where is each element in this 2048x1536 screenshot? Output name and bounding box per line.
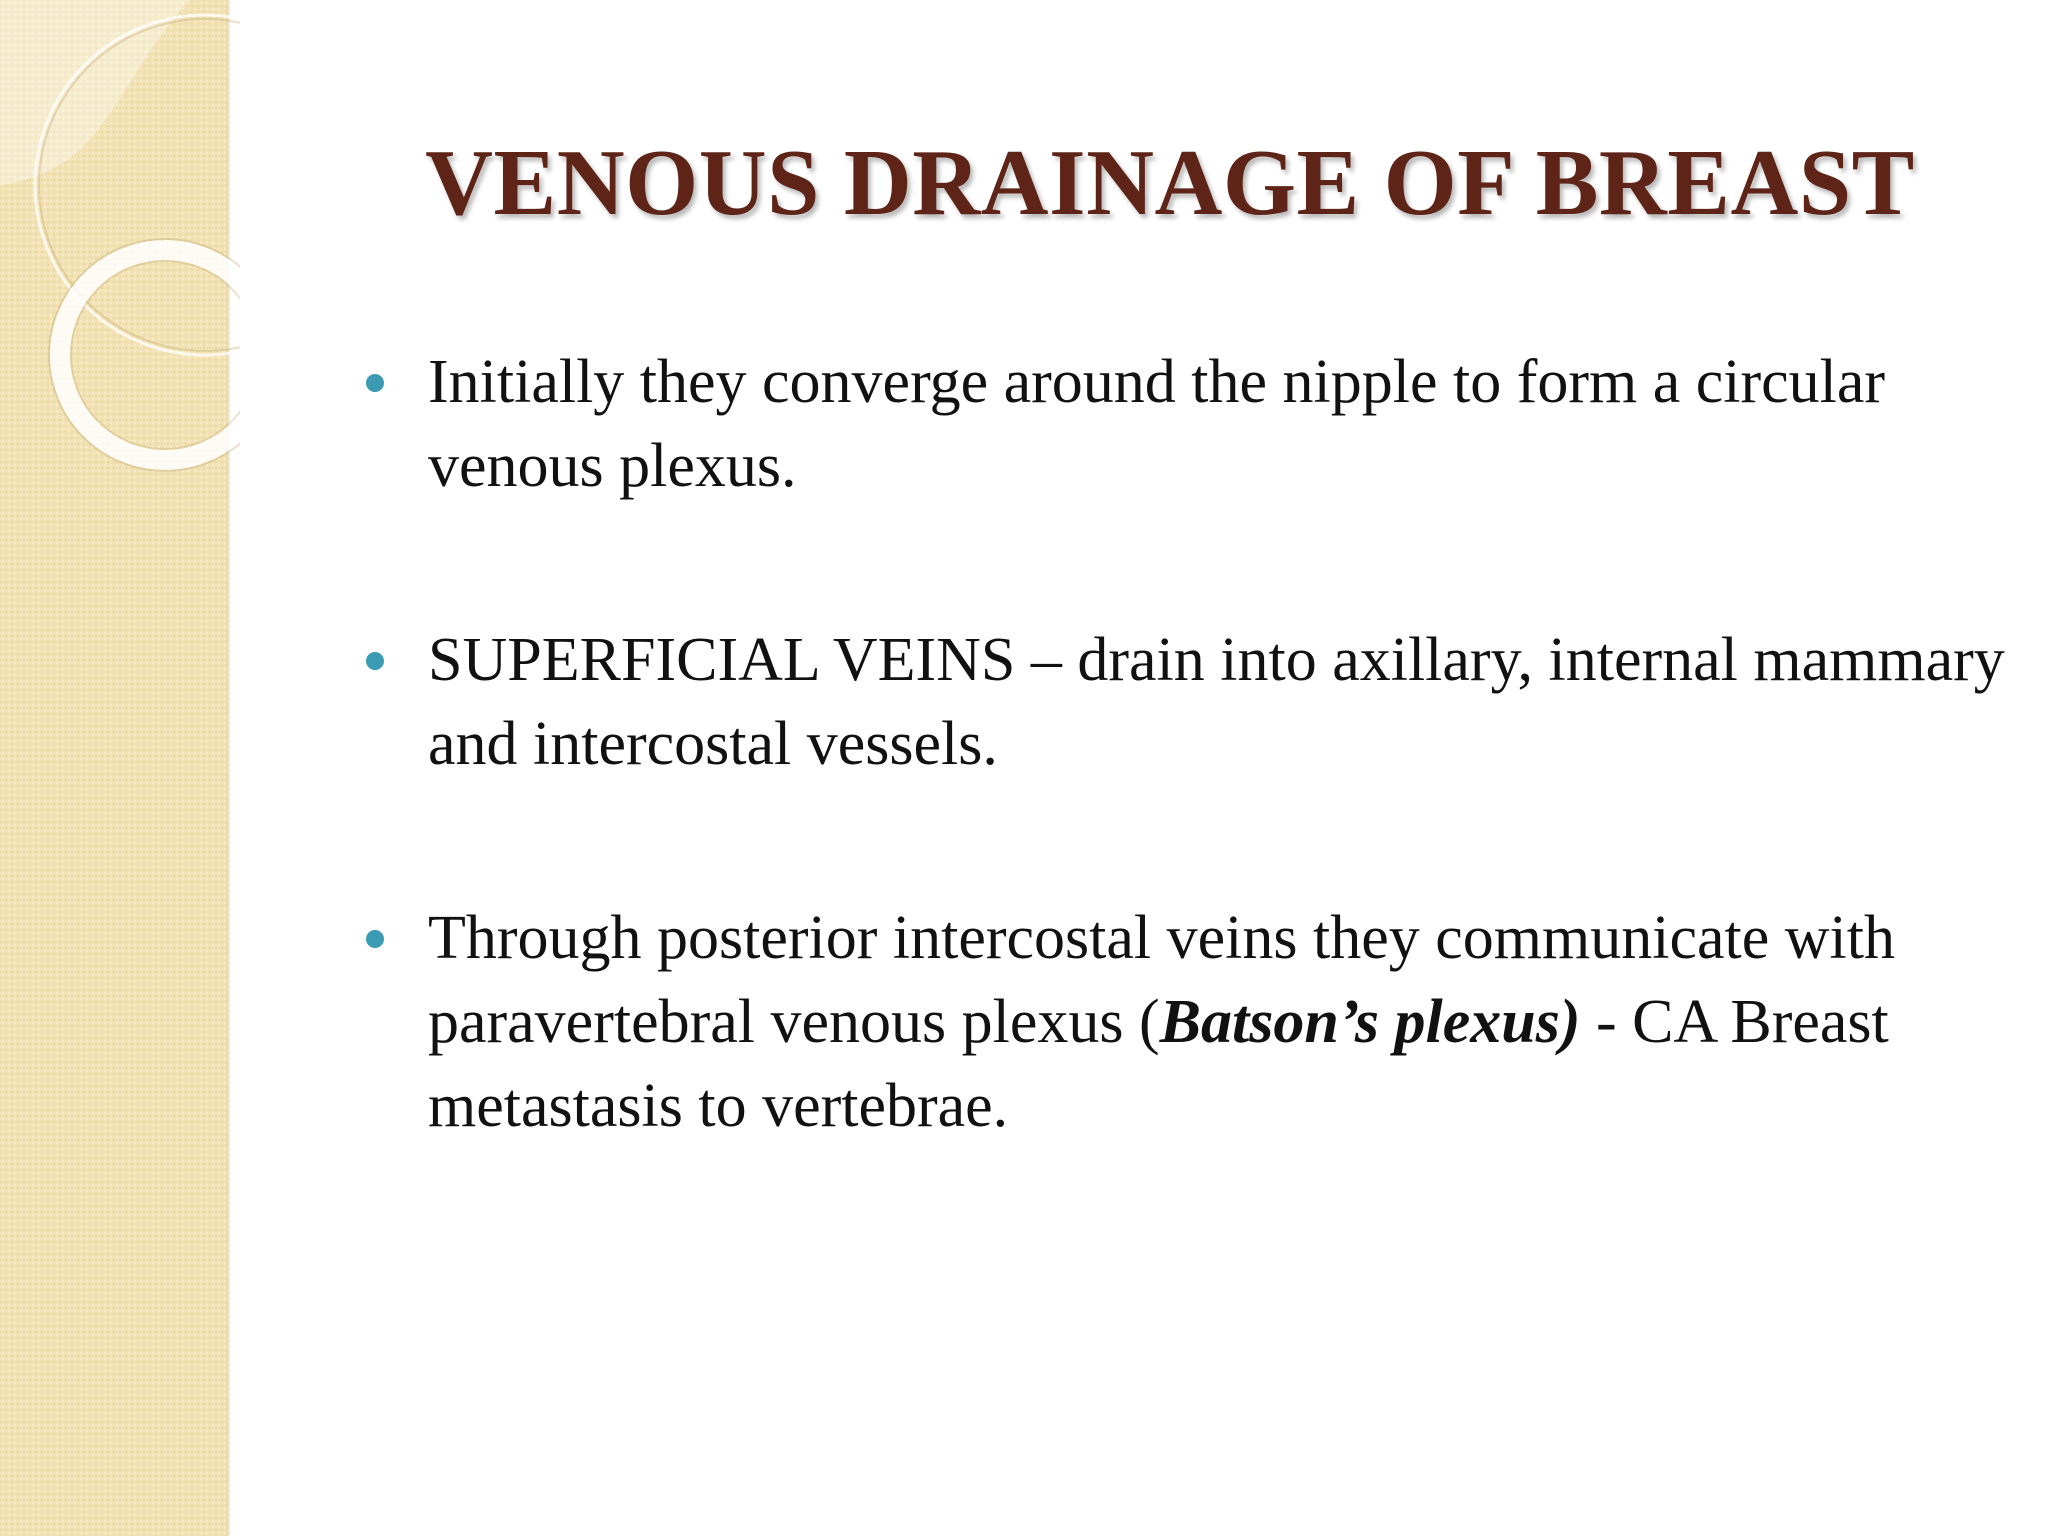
- bullet-text: SUPERFICIAL VEINS – drain into axillary, internal mammary and intercostal vessels.: [428, 626, 2005, 778]
- bullet-dot-icon: [366, 652, 384, 670]
- bullet-list: [362, 340, 2022, 1148]
- slide-title: VENOUS DRAINAGE OF BREAST: [425, 131, 1915, 235]
- bullet-text-before: Through posterior intercostal veins they communicate with paravertebral venous plexus (: [428, 904, 1895, 1056]
- bullet-dot-icon: [366, 374, 384, 392]
- bullet-item: [362, 340, 2022, 508]
- bullet-item: [362, 618, 2022, 786]
- bullet-dot-icon: [366, 930, 384, 948]
- decorative-corner-highlight: [0, 0, 190, 185]
- bullet-emphasis: Batson’s plexus): [1159, 988, 1581, 1056]
- bullet-item: [362, 896, 2022, 1148]
- bullet-text: Initially they converge around the nipple to form a circular venous plexus.: [428, 348, 1886, 500]
- decorative-rings: [0, 0, 240, 520]
- bullet-text-after: - CA Breast metastasis to vertebrae.: [428, 988, 1889, 1140]
